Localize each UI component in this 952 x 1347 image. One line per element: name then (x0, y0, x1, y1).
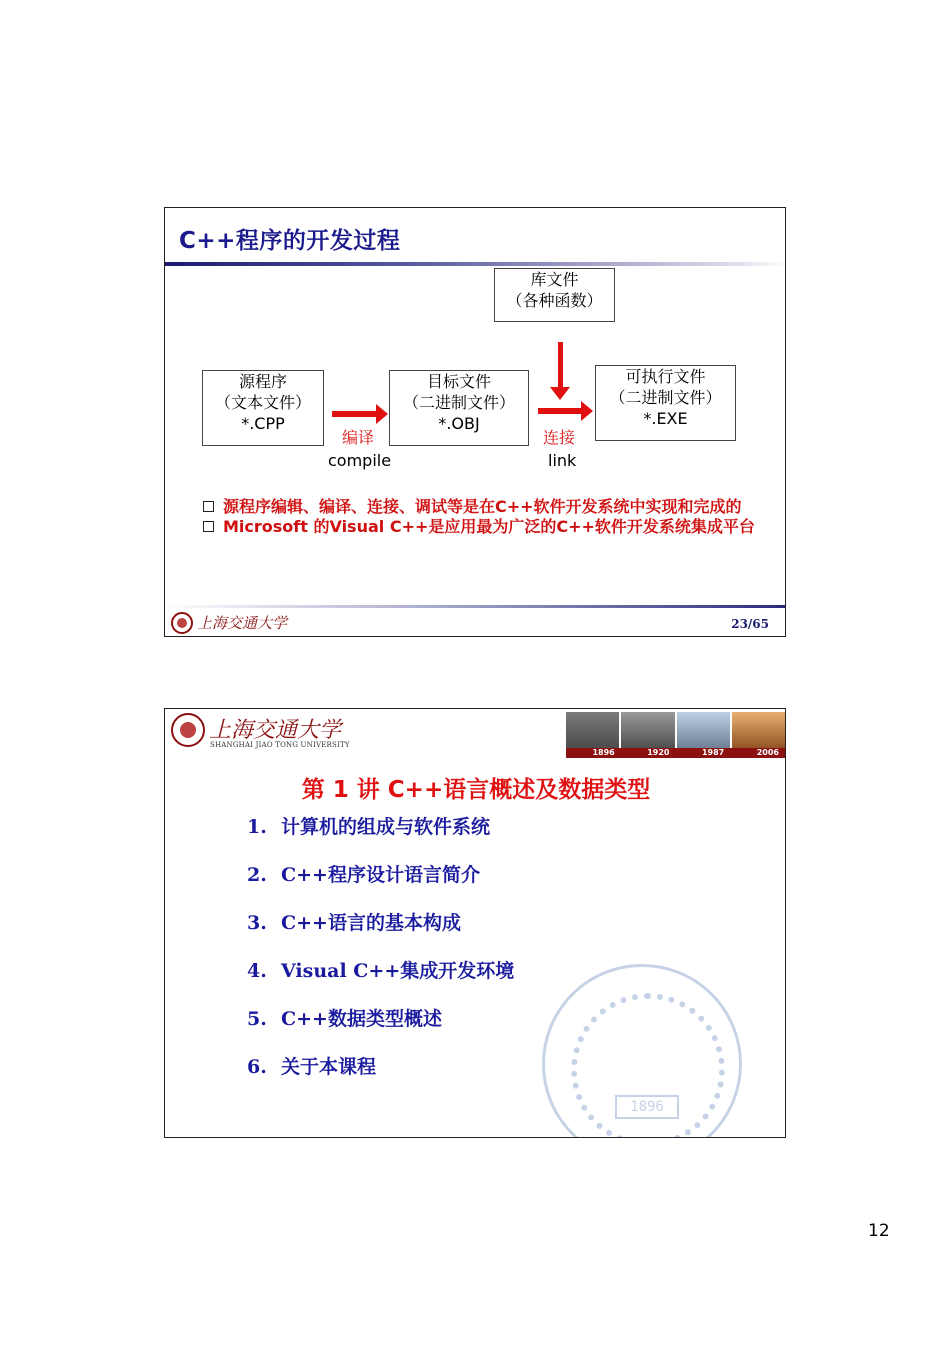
bullet-text: 源程序编辑、编译、连接、调试等是在C++软件开发系统中实现和完成的 (223, 497, 742, 516)
university-logo-text: 上海交通大学 (197, 614, 288, 632)
year-label: 2006 (756, 748, 779, 757)
object-file-box (389, 370, 529, 446)
slide-lecture-overview (164, 708, 786, 1138)
link-label-cn: 连接 (543, 428, 576, 447)
title-rule (165, 262, 786, 266)
page-number: 12 (868, 1221, 890, 1241)
university-seal-icon (171, 713, 205, 747)
toc-number: 1. (247, 816, 267, 838)
compile-arrow (332, 411, 378, 417)
toc-item (247, 958, 514, 1006)
toc-text: 关于本课程 (281, 1056, 377, 1078)
box-line: 可执行文件 (625, 367, 706, 386)
table-of-contents (247, 814, 514, 1102)
toc-text: C++数据类型概述 (281, 1008, 442, 1030)
toc-item (247, 1054, 514, 1102)
year-label: 1987 (701, 748, 725, 757)
slide-development-process (164, 207, 786, 637)
box-line: 源程序 (238, 372, 287, 391)
toc-number: 5. (247, 1008, 267, 1030)
down-arrow (558, 342, 563, 388)
compile-label-en: compile (328, 451, 392, 470)
university-logo-text: 上海交通大学 (209, 718, 342, 743)
toc-text: C++语言的基本构成 (281, 912, 461, 934)
toc-item (247, 814, 514, 862)
slide-counter: 23/65 (731, 617, 769, 631)
box-line: *.CPP (241, 414, 285, 433)
box-line: *.EXE (643, 409, 688, 428)
source-file-box (202, 370, 324, 446)
compile-label-cn: 编译 (342, 428, 375, 447)
executable-file-box (595, 365, 736, 441)
box-line: （文本文件） (214, 393, 311, 412)
bullet-list (203, 497, 763, 537)
link-arrow (538, 408, 583, 414)
box-line: （各种函数） (506, 291, 603, 310)
year-label: 1896 (592, 748, 615, 757)
university-watermark-icon (542, 964, 742, 1138)
university-seal-icon (171, 612, 193, 634)
bullet-text: Microsoft 的Visual C++是应用最为广泛的C++软件开发系统集成平台 (223, 517, 755, 536)
year-label: 1920 (647, 748, 670, 757)
toc-text: 计算机的组成与软件系统 (281, 816, 491, 838)
toc-number: 4. (247, 960, 267, 982)
toc-text: C++程序设计语言简介 (281, 864, 480, 886)
year-band (566, 748, 785, 758)
footer-rule (165, 605, 786, 608)
university-logo-subtitle: SHANGHAI JIAO TONG UNIVERSITY (210, 741, 350, 749)
bullet-item (203, 497, 763, 517)
box-line: 库文件 (530, 270, 579, 289)
toc-item (247, 1006, 514, 1054)
toc-text: Visual C++集成开发环境 (281, 960, 515, 982)
slide-title: C++程序的开发过程 (179, 228, 401, 254)
square-bullet-icon (203, 521, 214, 532)
box-line: （二进制文件） (402, 393, 515, 412)
bullet-item (203, 517, 763, 537)
link-label-en: link (548, 451, 577, 470)
library-file-box (494, 268, 615, 322)
toc-number: 2. (247, 864, 267, 886)
box-line: 目标文件 (426, 372, 491, 391)
toc-item (247, 862, 514, 910)
toc-number: 3. (247, 912, 267, 934)
square-bullet-icon (203, 501, 214, 512)
lecture-title: 第 1 讲 C++语言概述及数据类型 (301, 777, 651, 803)
box-line: *.OBJ (438, 414, 480, 433)
toc-number: 6. (247, 1056, 267, 1078)
toc-item (247, 910, 514, 958)
box-line: （二进制文件） (609, 388, 722, 407)
